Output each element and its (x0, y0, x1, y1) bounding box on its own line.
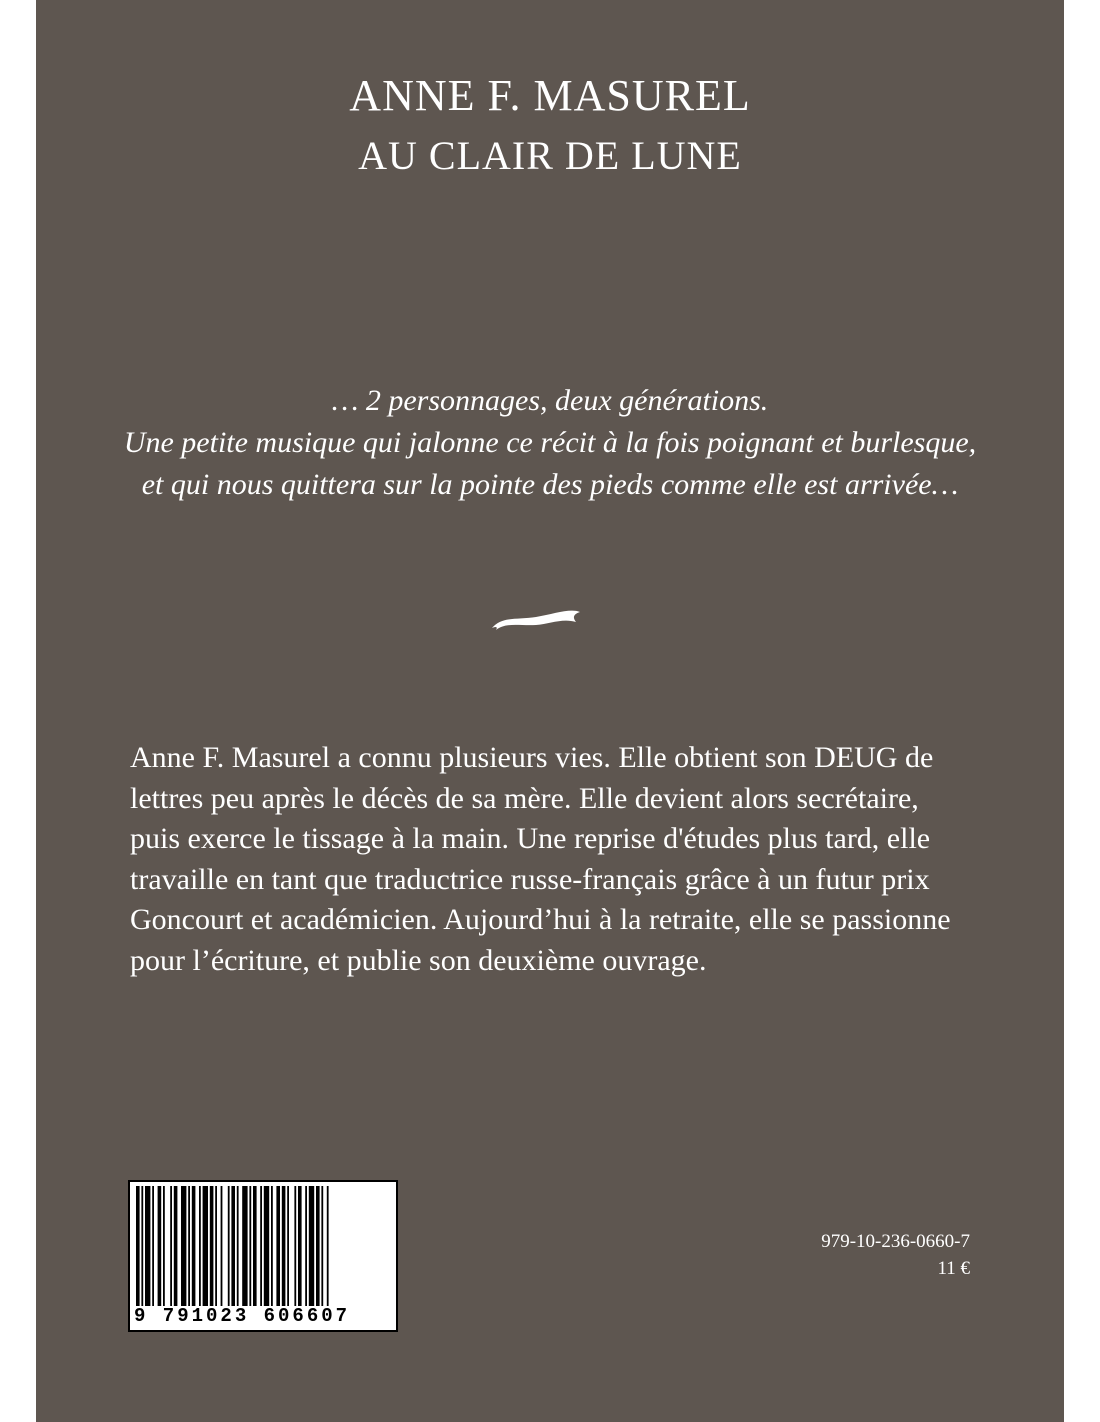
barcode-digits: 9 791023 606607 (134, 1306, 392, 1326)
barcode-bar (228, 1186, 230, 1306)
tagline (36, 380, 1064, 506)
barcode-bar (276, 1186, 280, 1306)
barcode-bar (152, 1186, 154, 1306)
barcode-bar (260, 1186, 262, 1306)
author-name: ANNE F. MASUREL (349, 71, 751, 120)
barcode-bar (321, 1186, 323, 1306)
barcode-bar (282, 1186, 286, 1306)
barcode-bars (134, 1186, 392, 1306)
barcode-bar (215, 1186, 217, 1306)
barcode-bar (199, 1186, 201, 1306)
bio-line: puis exerce le tissage à la main. Une reprise d'études plus tard, elle (130, 822, 931, 855)
barcode-bar (287, 1186, 289, 1306)
tagline-line: et qui nous quittera sur la pointe des pieds comme elle est arrivée… (141, 468, 959, 501)
barcode-bar (249, 1186, 251, 1306)
book-title: AU CLAIR DE LUNE (358, 133, 742, 178)
ornament-divider-icon (488, 606, 584, 634)
bio-line: Anne F. Masurel a connu plusieurs vies. Elle obtient son DEUG de (130, 741, 934, 774)
barcode-bar (181, 1186, 186, 1306)
barcode-bar (170, 1186, 172, 1306)
author-biography (130, 738, 1000, 981)
tagline-line: Une petite musique qui jalonne ce récit à la fois poignant et burlesque, (123, 426, 977, 459)
barcode-bar (242, 1186, 247, 1306)
bio-line: pour l’écriture, et publie son deuxième ouvrage. (130, 943, 707, 977)
barcode-bar (309, 1186, 314, 1306)
tagline-line: … 2 personnages, deux générations. (331, 384, 769, 417)
barcode-bar (305, 1186, 307, 1306)
barcode-bar (203, 1186, 208, 1306)
barcode-bar (136, 1186, 140, 1306)
barcode-bar (271, 1186, 273, 1306)
barcode-bar (253, 1186, 257, 1306)
barcode-bar (327, 1186, 329, 1306)
barcode-bar (237, 1186, 239, 1306)
bio-line: lettres peu après le décès de sa mère. Elle devient alors secrétaire, (130, 781, 919, 815)
barcode-bar (231, 1186, 235, 1306)
barcode-bar (188, 1186, 190, 1306)
bio-line: Goncourt et académicien. Aujourd’hui à la retraite, elle se passionne (130, 903, 951, 936)
barcode-bar (158, 1186, 162, 1306)
barcode-bar (316, 1186, 320, 1306)
isbn-number: 979-10-236-0660-7 (821, 1231, 970, 1252)
barcode-bar (298, 1186, 302, 1306)
barcode (128, 1180, 398, 1332)
barcode-bar (210, 1186, 214, 1306)
barcode-bar (294, 1186, 296, 1306)
barcode-bar (264, 1186, 269, 1306)
price: 11 € (937, 1258, 970, 1279)
isbn-block (821, 1228, 970, 1282)
barcode-bar (221, 1186, 223, 1306)
barcode-bar (141, 1186, 143, 1306)
barcode-bar (145, 1186, 150, 1306)
barcode-bar (163, 1186, 165, 1306)
bio-line: travaille en tant que traductrice russe-français grâce à un futur prix (130, 862, 930, 896)
barcode-bar (192, 1186, 196, 1306)
back-cover (36, 0, 1064, 1422)
barcode-bar (174, 1186, 178, 1306)
